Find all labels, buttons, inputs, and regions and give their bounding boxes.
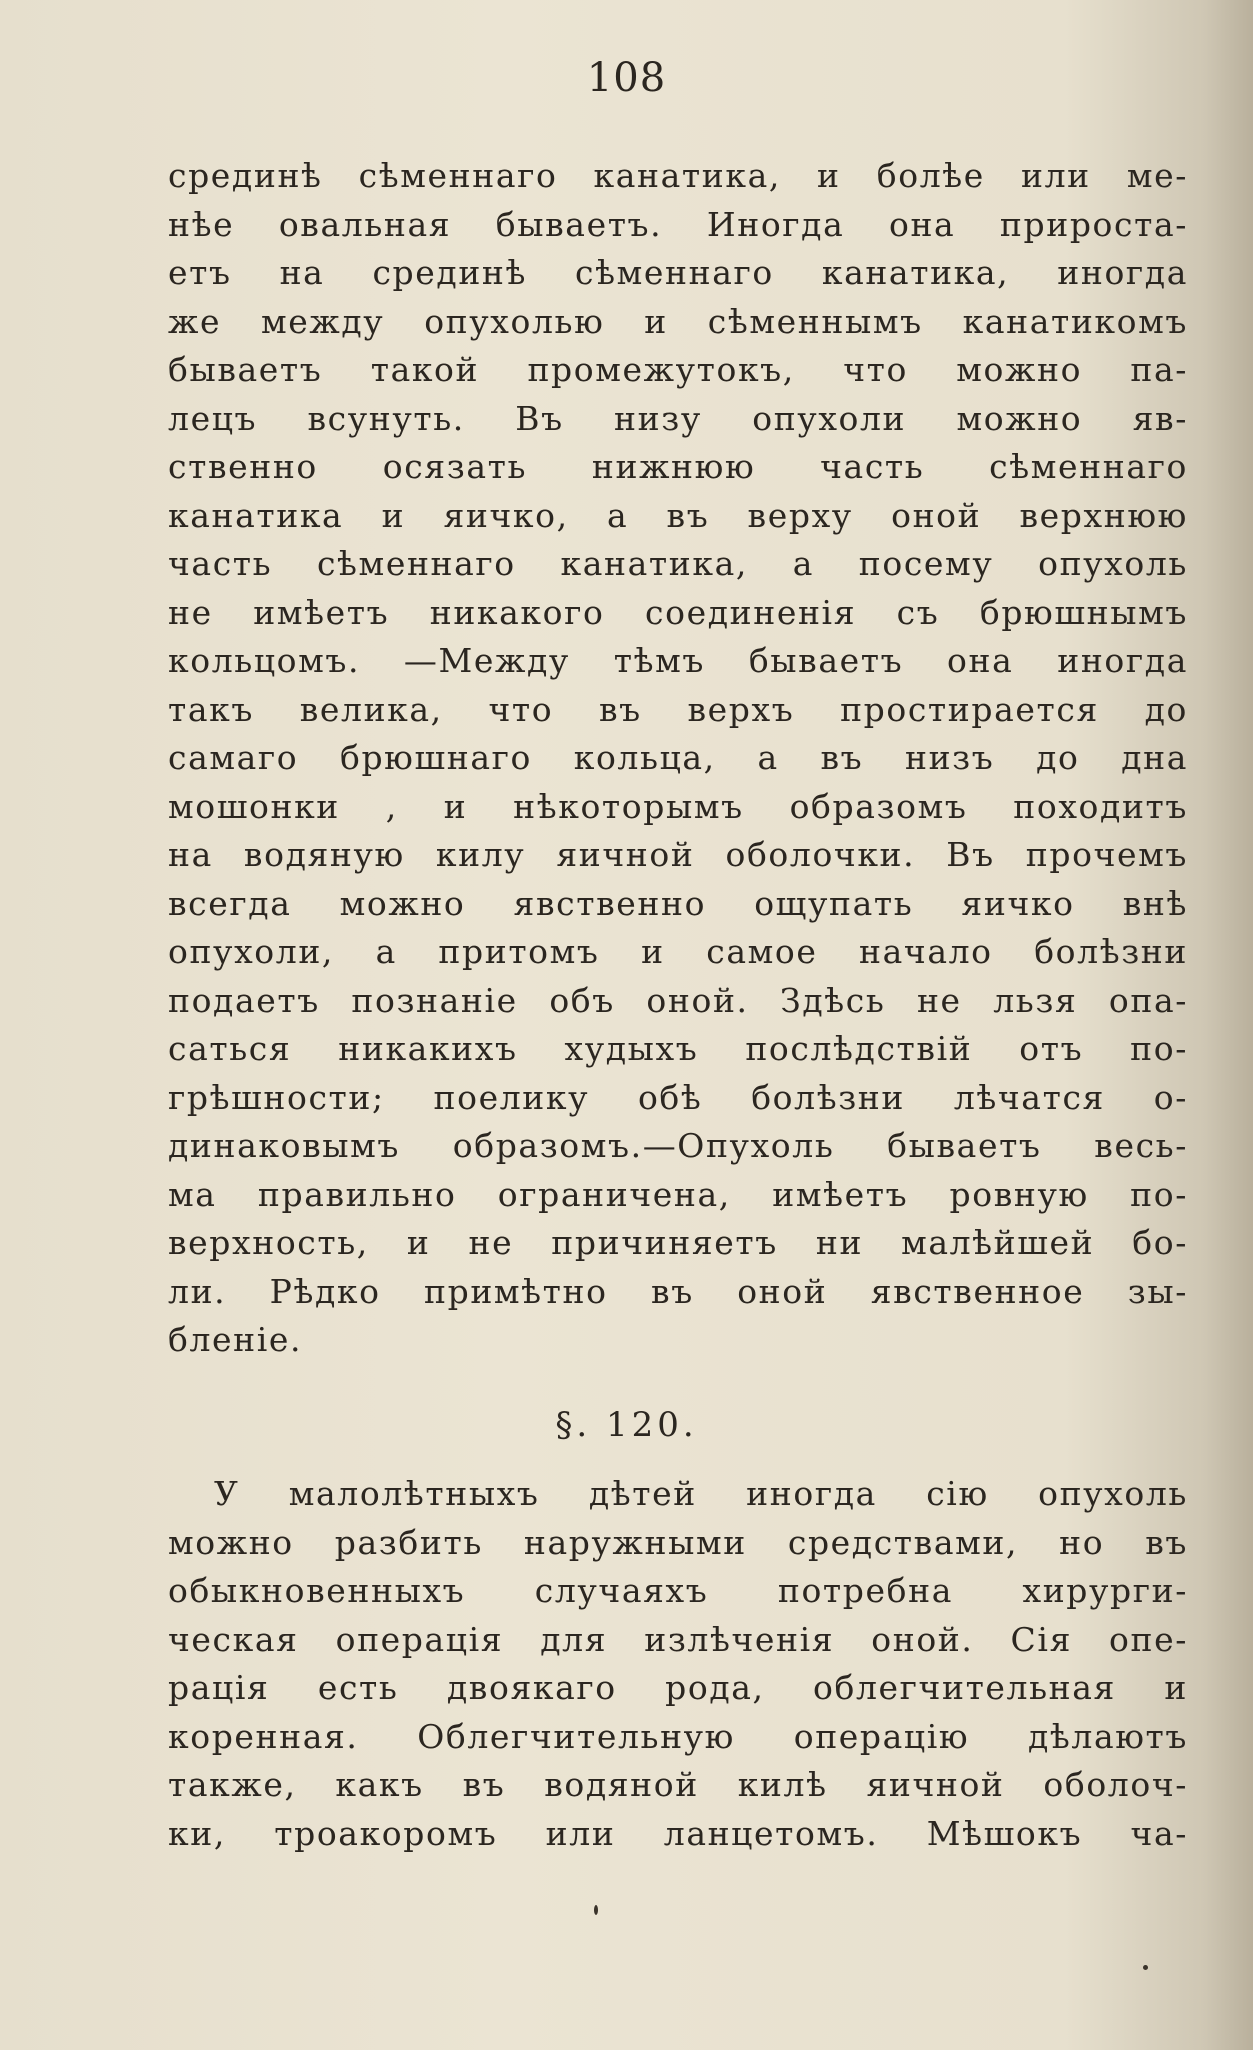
text-line: срединѣ сѣменнаго канатика, и болѣе или ме-	[168, 156, 1188, 195]
text-line: бленіе.	[168, 1320, 303, 1359]
text-line: ма правильно ограничена, имѣетъ ровную по-	[168, 1174, 1188, 1214]
text-line: У малолѣтныхъ дѣтей иногда сію опухоль	[214, 1474, 1188, 1513]
section-heading: §. 120.	[555, 1405, 698, 1445]
paragraph-2	[168, 1470, 1188, 1858]
ink-speck	[594, 1905, 598, 1915]
text-line: опухоли, а притомъ и самое начало болѣзни	[168, 932, 1188, 971]
text-line: канатика и яичко, а въ верху оной верхнюю	[168, 495, 1188, 535]
text-line: не имѣетъ никакого соединенія съ брюшнымъ	[168, 592, 1188, 632]
text-line: рація есть двоякаго рода, облегчительная и	[168, 1668, 1188, 1707]
text-line: коренная. Облегчительную операцію дѣлаютъ	[168, 1716, 1188, 1756]
text-line: ки, троакоромъ или ланцетомъ. Мѣшокъ ча-	[168, 1813, 1188, 1853]
text-line: динаковымъ образомъ.—Опухоль бываетъ весь-	[168, 1126, 1188, 1165]
text-line: нѣе овальная бываетъ. Иногда она приростa-	[168, 204, 1188, 244]
text-line: ли. Рѣдко примѣтно въ оной явственное зы-	[168, 1271, 1188, 1311]
text-line: ственно осязать нижнюю часть сѣменнаго	[168, 447, 1188, 486]
text-line: кольцомъ. —Между тѣмъ бываетъ она иногда	[168, 641, 1188, 680]
text-line: ческая операція для излѣченія оной. Сія опе-	[168, 1619, 1188, 1659]
text-line: лецъ всунуть. Въ низу опухоли можно яв-	[168, 398, 1188, 438]
text-line: можно разбить наружными средствами, но въ	[168, 1522, 1188, 1562]
text-line: грѣшности; поелику обѣ болѣзни лѣчатся о-	[168, 1077, 1188, 1117]
text-line: самаго брюшнаго кольца, а въ низъ до дна	[168, 738, 1188, 777]
paragraph-1	[168, 152, 1188, 1365]
text-line: верхность, и не причиняетъ ни малѣйшей бо-	[168, 1223, 1188, 1262]
page-number: 108	[586, 55, 667, 101]
text-line: всегда можно явственно ощупать яичко внѣ	[168, 883, 1188, 923]
text-line: также, какъ въ водяной килѣ яичной оболоч-	[168, 1765, 1188, 1804]
text-line: бываетъ такой промежутокъ, что можно па-	[168, 350, 1188, 389]
ink-speck	[1143, 1965, 1148, 1970]
text-line: саться никакихъ худыхъ послѣдствій отъ по-	[168, 1029, 1188, 1068]
text-line: на водяную килу яичной оболочки. Въ прочемъ	[168, 835, 1188, 874]
text-line: мошонки , и нѣкоторымъ образомъ походитъ	[168, 786, 1188, 826]
text-line: етъ на срединѣ сѣменнаго канатика, иногда	[168, 253, 1188, 292]
text-line: обыкновенныхъ случаяхъ потребна хирурги-	[168, 1571, 1188, 1610]
text-line: такъ велика, что въ верхъ простирается до	[168, 689, 1188, 729]
text-line: часть сѣменнаго канатика, а посему опухоль	[168, 544, 1188, 583]
text-line: подаетъ познаніе объ оной. Здѣсь не льзя опа-	[168, 980, 1188, 1020]
text-line: же между опухолью и сѣменнымъ канатикомъ	[168, 301, 1188, 341]
